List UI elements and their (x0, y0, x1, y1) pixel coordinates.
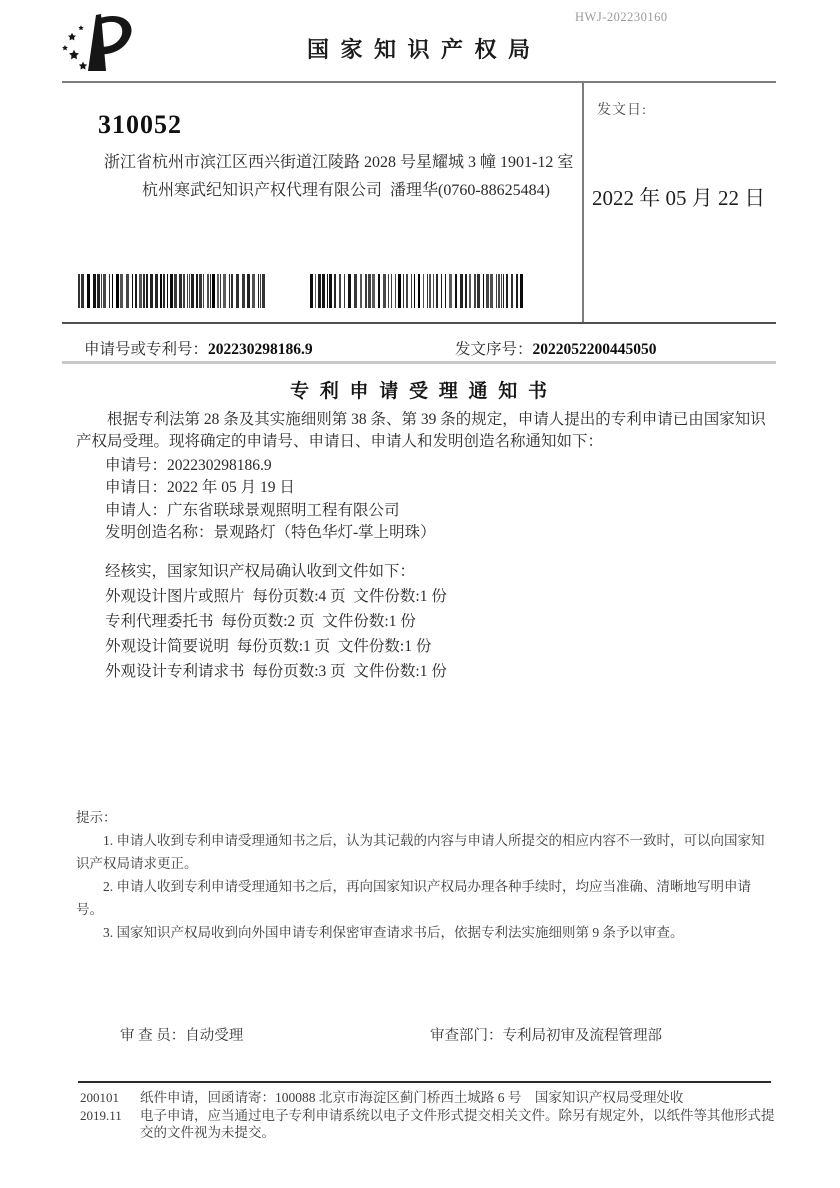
department-row (430, 1024, 662, 1045)
application-number-value: 202230298186.9 (208, 341, 313, 358)
received-document-item: 专利代理委托书 每份页数:2 页 文件份数:1 份 (105, 613, 416, 631)
notice-body (76, 409, 766, 684)
application-number-row (84, 337, 313, 359)
hint-item: 2. 申请人收到专利申请受理通知书之后，再向国家知识产权局办理各种手续时，均应当准确、清晰地写明申请号。 (76, 879, 751, 917)
hints-title: 提示： (76, 810, 117, 825)
field-label: 申请人： (105, 501, 168, 519)
serial-number-label: 发文序号： (455, 341, 533, 358)
footer-divider (78, 1081, 771, 1083)
serial-number-barcode (310, 274, 526, 308)
issue-date-label: 发文日: (597, 103, 647, 118)
field-value: 202230298186.9 (167, 456, 272, 474)
received-documents (105, 560, 766, 684)
barcode-section-divider (62, 322, 776, 324)
footer-form-code: 200101 (80, 1090, 119, 1105)
examiner-value: 自动受理 (185, 1028, 244, 1044)
application-fields (105, 455, 766, 545)
serial-number-value: 2022052200445050 (532, 341, 657, 358)
notice-intro-paragraph: 根据专利法第 28 条及其实施细则第 38 条、第 39 条的规定，申请人提出的专利申请已由国家知识产权局受理。现将确定的申请号、申请日、申请人和发明创造名称通知如下： (76, 411, 766, 451)
header-divider (62, 81, 776, 83)
footer-note-electronic: 电子申请，应当通过电子专利申请系统以电子文件形式提交相关文件。除另有规定外，以纸件等其他形式提交的文件视为未提交。 (140, 1107, 775, 1140)
department-value: 专利局初审及流程管理部 (502, 1028, 662, 1044)
field-value: 景观路灯（特色华灯-掌上明珠） (213, 524, 436, 542)
issue-box-divider (582, 81, 584, 324)
footer-note-paper: 纸件申请，回函请寄：100088 北京市海淀区蓟门桥西土城路 6 号 国家知识产权局受理处收 (140, 1090, 684, 1105)
document-reference-number: HWJ-202230160 (575, 10, 668, 24)
examiner-label: 审 查 员： (120, 1028, 186, 1044)
issuing-authority-title: 国 家 知 识 产 权 局 (306, 37, 533, 62)
field-value: 2022 年 05 月 19 日 (167, 479, 295, 497)
hint-item: 3. 国家知识产权局收到向外国申请专利保密审查请求书后，依据专利法实施细则第 9 条予以审查。 (103, 925, 684, 940)
notice-title: 专 利 申 请 受 理 通 知 书 (289, 381, 550, 402)
application-number-label: 申请号或专利号： (84, 341, 209, 358)
field-applicant (105, 500, 766, 522)
received-document-item: 外观设计简要说明 每份页数:1 页 文件份数:1 份 (105, 637, 432, 655)
field-label: 申请日： (105, 479, 168, 497)
postal-code: 310052 (98, 110, 182, 139)
field-label: 申请号： (105, 456, 168, 474)
issue-date-value: 2022 年 05 月 22 日 (592, 186, 766, 210)
numbers-section-divider (62, 361, 776, 364)
received-document-item: 外观设计专利请求书 每份页数:3 页 文件份数:1 份 (105, 662, 447, 680)
field-label: 发明创造名称： (105, 524, 214, 542)
application-number-barcode (78, 274, 266, 308)
hint-item: 1. 申请人收到专利申请受理通知书之后，认为其记载的内容与申请人所提交的相应内容不一致时，可以向国家知识产权局请求更正。 (76, 833, 765, 871)
footer-form-codes (80, 1089, 138, 1124)
field-value: 广东省联球景观照明工程有限公司 (167, 501, 400, 519)
recipient-agency: 杭州寒武纪知识产权代理有限公司 潘理华(0760-88625484) (142, 182, 550, 199)
footer-notes (140, 1089, 776, 1142)
field-application-date (105, 477, 766, 499)
hints-section (76, 806, 770, 944)
received-documents-intro: 经核实，国家知识产权局确认收到文件如下： (105, 563, 416, 581)
serial-number-row (455, 337, 657, 359)
footer-form-code: 2019.11 (80, 1107, 122, 1123)
field-invention-title (105, 522, 766, 544)
field-application-number (105, 455, 766, 477)
department-label: 审查部门： (430, 1028, 503, 1044)
recipient-address: 浙江省杭州市滨江区西兴街道江陵路 2028 号星耀城 3 幢 1901-12 室 (104, 154, 574, 171)
examiner-row (120, 1024, 243, 1045)
received-document-item: 外观设计图片或照片 每份页数:4 页 文件份数:1 份 (105, 588, 447, 606)
